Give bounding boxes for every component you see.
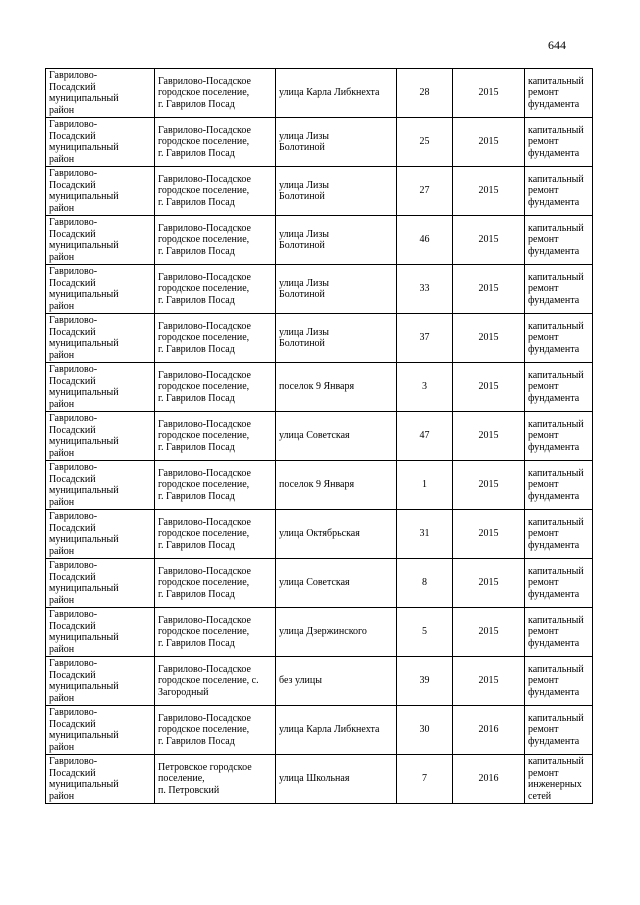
settlement-cell-text: Гаврилово-Посадское городское поселение, г. Гаврилов Посад [158, 369, 251, 404]
settlement-cell [155, 559, 276, 608]
settlement-cell-text: Гаврилово-Посадское городское поселение, г. Гаврилов Посад [158, 565, 251, 600]
district-cell [46, 363, 155, 412]
street-cell [276, 265, 397, 314]
settlement-cell [155, 510, 276, 559]
year-cell-text: 2015 [478, 479, 499, 491]
page-number: 644 [548, 38, 566, 52]
street-cell-text: улица Дзержинского [279, 626, 367, 638]
street-cell [276, 755, 397, 804]
table-row [46, 167, 593, 216]
settlement-cell [155, 461, 276, 510]
house-number-cell [397, 559, 453, 608]
house-number-cell-text: 37 [419, 332, 430, 344]
district-cell-text: Гаврилово- Посадский муниципальный район [49, 511, 119, 557]
work-type-cell [525, 706, 593, 755]
settlement-cell [155, 657, 276, 706]
year-cell [453, 265, 525, 314]
work-type-cell [525, 363, 593, 412]
house-number-cell-text: 46 [419, 234, 430, 246]
work-type-cell-text: капитальный ремонт фундамента [528, 222, 584, 257]
district-cell-text: Гаврилово- Посадский муниципальный район [49, 707, 119, 753]
street-cell [276, 216, 397, 265]
work-type-cell-text: капитальный ремонт фундамента [528, 75, 584, 110]
table-row [46, 363, 593, 412]
district-cell [46, 412, 155, 461]
house-number-cell-text: 8 [422, 577, 427, 589]
house-number-cell-text: 39 [419, 675, 430, 687]
street-cell-text: без улицы [279, 675, 322, 687]
table-row [46, 657, 593, 706]
house-number-cell [397, 363, 453, 412]
settlement-cell [155, 363, 276, 412]
district-cell [46, 69, 155, 118]
district-cell [46, 216, 155, 265]
house-number-cell [397, 412, 453, 461]
year-cell [453, 363, 525, 412]
work-type-cell-text: капитальный ремонт фундамента [528, 565, 584, 600]
settlement-cell [155, 216, 276, 265]
district-cell-text: Гаврилово- Посадский муниципальный район [49, 462, 119, 508]
street-cell [276, 412, 397, 461]
work-type-cell [525, 265, 593, 314]
settlement-cell-text: Гаврилово-Посадское городское поселение, г. Гаврилов Посад [158, 271, 251, 306]
settlement-cell-text: Гаврилово-Посадское городское поселение, г. Гаврилов Посад [158, 418, 251, 453]
table-row [46, 69, 593, 118]
work-type-cell [525, 216, 593, 265]
year-cell-text: 2016 [478, 724, 499, 736]
house-number-cell-text: 7 [422, 773, 427, 785]
work-type-cell-text: капитальный ремонт фундамента [528, 418, 584, 453]
house-number-cell-text: 25 [419, 136, 430, 148]
table-row [46, 265, 593, 314]
work-type-cell [525, 167, 593, 216]
year-cell-text: 2015 [478, 577, 499, 589]
street-cell-text: улица Советская [279, 430, 350, 442]
house-number-cell [397, 265, 453, 314]
year-cell [453, 216, 525, 265]
work-type-cell-text: капитальный ремонт фундамента [528, 516, 584, 551]
table-row [46, 510, 593, 559]
work-type-cell-text: капитальный ремонт фундамента [528, 614, 584, 649]
work-type-cell-text: капитальный ремонт фундамента [528, 124, 584, 159]
work-type-cell [525, 755, 593, 804]
work-type-cell [525, 412, 593, 461]
work-type-cell [525, 608, 593, 657]
table-row [46, 608, 593, 657]
settlement-cell-text: Гаврилово-Посадское городское поселение, г. Гаврилов Посад [158, 320, 251, 355]
year-cell-text: 2015 [478, 675, 499, 687]
house-number-cell [397, 314, 453, 363]
work-type-cell [525, 69, 593, 118]
year-cell [453, 167, 525, 216]
house-number-cell [397, 118, 453, 167]
district-cell [46, 265, 155, 314]
street-cell-text: улица Лизы Болотиной [279, 228, 329, 251]
street-cell [276, 118, 397, 167]
street-cell-text: поселок 9 Января [279, 479, 355, 491]
street-cell [276, 559, 397, 608]
house-number-cell-text: 33 [419, 283, 430, 295]
street-cell [276, 363, 397, 412]
district-cell [46, 657, 155, 706]
district-cell-text: Гаврилово- Посадский муниципальный район [49, 364, 119, 410]
table-row [46, 118, 593, 167]
street-cell [276, 608, 397, 657]
year-cell-text: 2016 [478, 773, 499, 785]
street-cell-text: улица Карла Либкнехта [279, 724, 380, 736]
street-cell-text: поселок 9 Января [279, 381, 355, 393]
district-cell-text: Гаврилово- Посадский муниципальный район [49, 70, 119, 116]
street-cell [276, 167, 397, 216]
settlement-cell-text: Гаврилово-Посадское городское поселение, г. Гаврилов Посад [158, 222, 251, 257]
settlement-cell [155, 755, 276, 804]
house-number-cell [397, 608, 453, 657]
work-type-cell-text: капитальный ремонт фундамента [528, 712, 584, 747]
street-cell-text: улица Октябрьская [279, 528, 360, 540]
year-cell [453, 559, 525, 608]
settlement-cell-text: Гаврилово-Посадское городское поселение, с. Загородный [158, 663, 259, 698]
work-type-cell [525, 510, 593, 559]
settlement-cell-text: Гаврилово-Посадское городское поселение, г. Гаврилов Посад [158, 124, 251, 159]
street-cell [276, 706, 397, 755]
year-cell-text: 2015 [478, 381, 499, 393]
district-cell-text: Гаврилово- Посадский муниципальный район [49, 266, 119, 312]
table-row [46, 755, 593, 804]
district-cell-text: Гаврилово- Посадский муниципальный район [49, 217, 119, 263]
district-cell [46, 706, 155, 755]
district-cell [46, 510, 155, 559]
district-cell [46, 167, 155, 216]
district-cell-text: Гаврилово- Посадский муниципальный район [49, 560, 119, 606]
year-cell [453, 69, 525, 118]
work-type-cell [525, 657, 593, 706]
district-cell-text: Гаврилово- Посадский муниципальный район [49, 609, 119, 655]
district-cell-text: Гаврилово- Посадский муниципальный район [49, 119, 119, 165]
work-type-cell [525, 118, 593, 167]
house-number-cell-text: 3 [422, 381, 427, 393]
settlement-cell-text: Гаврилово-Посадское городское поселение, г. Гаврилов Посад [158, 467, 251, 502]
year-cell [453, 118, 525, 167]
house-number-cell [397, 755, 453, 804]
house-number-cell-text: 31 [419, 528, 430, 540]
year-cell [453, 461, 525, 510]
house-number-cell [397, 216, 453, 265]
street-cell-text: улица Лизы Болотиной [279, 179, 329, 202]
year-cell [453, 755, 525, 804]
year-cell [453, 314, 525, 363]
house-number-cell-text: 1 [422, 479, 427, 491]
year-cell-text: 2015 [478, 234, 499, 246]
street-cell [276, 461, 397, 510]
settlement-cell [155, 69, 276, 118]
year-cell [453, 706, 525, 755]
settlement-cell-text: Гаврилово-Посадское городское поселение, г. Гаврилов Посад [158, 173, 251, 208]
year-cell-text: 2015 [478, 185, 499, 197]
table-row [46, 559, 593, 608]
settlement-cell-text: Гаврилово-Посадское городское поселение, г. Гаврилов Посад [158, 712, 251, 747]
district-cell-text: Гаврилово- Посадский муниципальный район [49, 168, 119, 214]
year-cell-text: 2015 [478, 528, 499, 540]
work-type-cell [525, 314, 593, 363]
year-cell [453, 657, 525, 706]
settlement-cell [155, 265, 276, 314]
house-number-cell-text: 5 [422, 626, 427, 638]
house-number-cell-text: 28 [419, 87, 430, 99]
district-cell-text: Гаврилово- Посадский муниципальный район [49, 413, 119, 459]
house-number-cell [397, 461, 453, 510]
district-cell-text: Гаврилово- Посадский муниципальный район [49, 658, 119, 704]
street-cell-text: улица Школьная [279, 773, 350, 785]
district-cell [46, 755, 155, 804]
work-type-cell-text: капитальный ремонт фундамента [528, 369, 584, 404]
settlement-cell [155, 314, 276, 363]
table-row [46, 216, 593, 265]
work-type-cell-text: капитальный ремонт инженерных сетей [528, 756, 584, 802]
year-cell-text: 2015 [478, 430, 499, 442]
settlement-cell [155, 167, 276, 216]
district-cell [46, 461, 155, 510]
settlement-cell-text: Петровское городское поселение, п. Петровский [158, 761, 252, 796]
house-number-cell [397, 706, 453, 755]
work-type-cell-text: капитальный ремонт фундамента [528, 663, 584, 698]
year-cell-text: 2015 [478, 626, 499, 638]
table-row [46, 461, 593, 510]
year-cell-text: 2015 [478, 136, 499, 148]
house-number-cell [397, 510, 453, 559]
year-cell-text: 2015 [478, 332, 499, 344]
work-type-cell-text: капитальный ремонт фундамента [528, 467, 584, 502]
street-cell [276, 314, 397, 363]
street-cell-text: улица Карла Либкнехта [279, 87, 380, 99]
settlement-cell [155, 706, 276, 755]
street-cell-text: улица Лизы Болотиной [279, 130, 329, 153]
district-cell [46, 314, 155, 363]
settlement-cell [155, 412, 276, 461]
settlement-cell-text: Гаврилово-Посадское городское поселение, г. Гаврилов Посад [158, 75, 251, 110]
table-row [46, 314, 593, 363]
district-cell [46, 559, 155, 608]
settlement-cell-text: Гаврилово-Посадское городское поселение, г. Гаврилов Посад [158, 614, 251, 649]
table-row [46, 412, 593, 461]
house-number-cell-text: 47 [419, 430, 430, 442]
year-cell [453, 412, 525, 461]
house-number-cell [397, 69, 453, 118]
house-number-cell-text: 30 [419, 724, 430, 736]
year-cell-text: 2015 [478, 87, 499, 99]
district-cell-text: Гаврилово- Посадский муниципальный район [49, 756, 119, 802]
house-number-cell [397, 167, 453, 216]
street-cell-text: улица Советская [279, 577, 350, 589]
street-cell-text: улица Лизы Болотиной [279, 326, 329, 349]
work-type-cell [525, 461, 593, 510]
street-cell [276, 69, 397, 118]
district-cell [46, 118, 155, 167]
street-cell [276, 510, 397, 559]
district-cell-text: Гаврилово- Посадский муниципальный район [49, 315, 119, 361]
work-type-cell-text: капитальный ремонт фундамента [528, 271, 584, 306]
work-type-cell-text: капитальный ремонт фундамента [528, 173, 584, 208]
settlement-cell [155, 118, 276, 167]
housing-repair-table [45, 68, 593, 804]
work-type-cell [525, 559, 593, 608]
year-cell [453, 510, 525, 559]
table-body [46, 69, 593, 804]
table-row [46, 706, 593, 755]
house-number-cell-text: 27 [419, 185, 430, 197]
year-cell-text: 2015 [478, 283, 499, 295]
settlement-cell-text: Гаврилово-Посадское городское поселение, г. Гаврилов Посад [158, 516, 251, 551]
street-cell [276, 657, 397, 706]
house-number-cell [397, 657, 453, 706]
settlement-cell [155, 608, 276, 657]
street-cell-text: улица Лизы Болотиной [279, 277, 329, 300]
year-cell [453, 608, 525, 657]
work-type-cell-text: капитальный ремонт фундамента [528, 320, 584, 355]
district-cell [46, 608, 155, 657]
